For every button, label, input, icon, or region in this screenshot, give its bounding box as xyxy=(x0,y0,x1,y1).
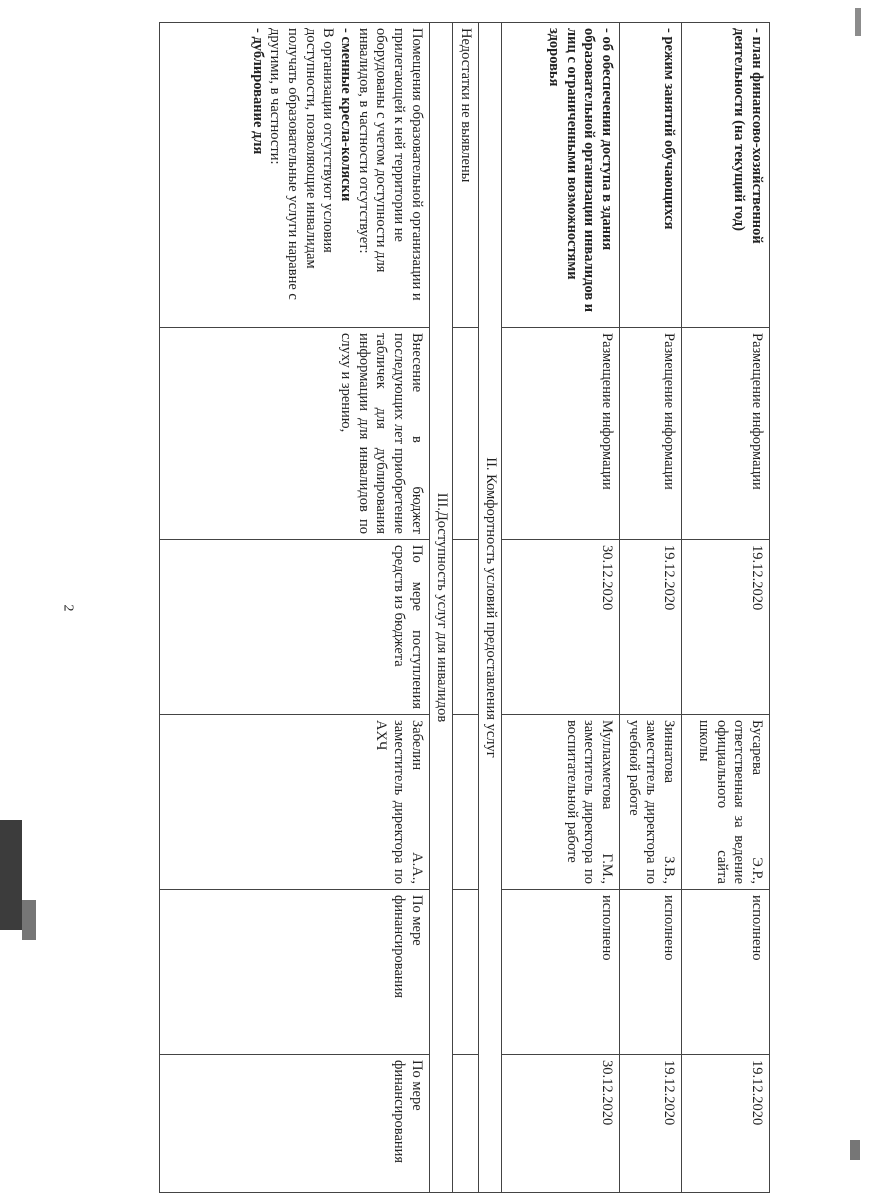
fact-date-cell: По мере финансирования xyxy=(159,1055,429,1193)
deadline-cell: 30.12.2020 xyxy=(501,540,619,715)
table-row xyxy=(159,23,429,1193)
status-cell: исполнено xyxy=(501,890,619,1055)
responsible-cell: Зиннатова З.В., заместитель директора по учебной работе xyxy=(619,715,681,890)
measure-text: В организации отсутствуют условия доступности, позволяющие инвалидам получать образовательные услуги наравне с другими, в частности: xyxy=(267,28,337,300)
fact-date-cell: 30.12.2020 xyxy=(501,1055,619,1193)
deadline-cell: 19.12.2020 xyxy=(682,540,770,715)
table-row xyxy=(452,23,479,1193)
deadline-cell: По мере поступления средств из бюджета xyxy=(159,540,429,715)
empty-cell xyxy=(452,540,479,715)
status-cell: исполнено xyxy=(619,890,681,1055)
scan-mark-left xyxy=(0,820,22,930)
measure-cell: - режим занятий обучающихся xyxy=(619,23,681,328)
measure-cell: - об обеспечении доступа в здания образовательной организации инвалидов и лиц с ограниченными возможностями здоровья xyxy=(501,23,619,328)
section-header-row xyxy=(479,23,502,1193)
measure-bold-item: - сменные кресла-коляски xyxy=(338,28,355,202)
action-cell: Размещение информации xyxy=(501,328,619,540)
action-cell: Размещение информации xyxy=(682,328,770,540)
scan-mark-right-top xyxy=(855,8,861,36)
section-2-title: II. Комфортность условий предоставления услуг xyxy=(479,23,502,1193)
fact-date-cell: 19.12.2020 xyxy=(682,1055,770,1193)
rotated-table-container xyxy=(90,22,770,1192)
empty-cell xyxy=(452,715,479,890)
measure-text: Помещения образовательной организации и прилегающей к ней территории не оборудованы с учетом доступности для инвалидов, в частности отсутствует: xyxy=(355,28,425,301)
measure-bold-item: - дублирование для xyxy=(249,28,266,155)
measure-cell xyxy=(159,23,429,328)
measure-cell: - план финансово-хозяйственной деятельности (на текущий год) xyxy=(682,23,770,328)
page-number: 2 xyxy=(60,604,76,612)
empty-cell xyxy=(452,1055,479,1193)
action-cell: Внесение в бюджет последующих лет приобретение табличек для дублирования информации для инвалидов по слуху и зрению, xyxy=(159,328,429,540)
section-2-note: Недостатки не выявлены xyxy=(452,23,479,328)
action-cell: Размещение информации xyxy=(619,328,681,540)
responsible-cell: Забелин А.А., заместитель директора по АХЧ xyxy=(159,715,429,890)
responsible-cell: Бусарева Э.Р., ответственная за ведение официального сайта школы xyxy=(682,715,770,890)
section-3-title: III.Доступность услуг для инвалидов xyxy=(429,23,452,1193)
status-cell: исполнено xyxy=(682,890,770,1055)
table-row xyxy=(501,23,619,1193)
table-row xyxy=(682,23,770,1193)
empty-cell xyxy=(452,890,479,1055)
responsible-cell: Муллахметова Г.М., заместитель директора по воспитательной работе xyxy=(501,715,619,890)
scan-mark-corner xyxy=(22,900,36,940)
table-row xyxy=(619,23,681,1193)
status-cell: По мере финансирования xyxy=(159,890,429,1055)
scan-mark-right-bottom xyxy=(850,1140,860,1160)
section-header-row xyxy=(429,23,452,1193)
measures-table xyxy=(159,22,770,1193)
empty-cell xyxy=(452,328,479,540)
deadline-cell: 19.12.2020 xyxy=(619,540,681,715)
fact-date-cell: 19.12.2020 xyxy=(619,1055,681,1193)
